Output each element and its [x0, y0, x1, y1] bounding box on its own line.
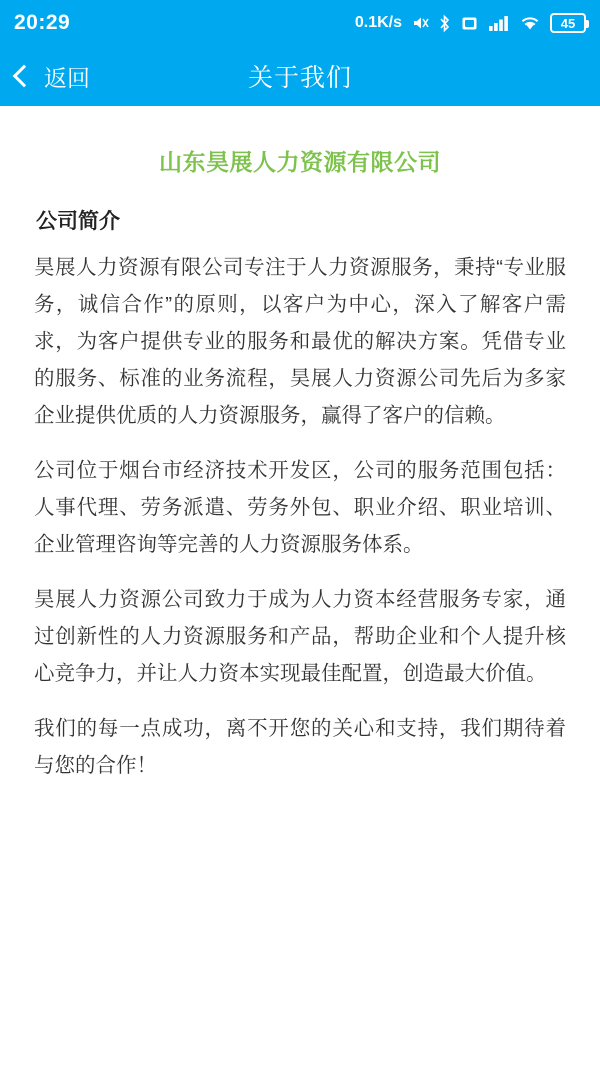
battery-indicator: 45	[550, 13, 586, 33]
section-heading-company-intro: 公司简介	[36, 210, 120, 233]
mission-paragraph: 昊展人力资源公司致力于成为人力资本经营服务专家，通过创新性的人力资源服务和产品，帮助企业和个人提升核心竞争力，并让人力资本实现最佳配置，创造最大价值。	[34, 588, 566, 685]
title-bar	[0, 46, 600, 106]
location-paragraph: 公司位于烟台市经济技术开发区，公司的服务范围包括：人事代理、劳务派遣、劳务外包、职业介绍、职业培训、企业管理咨询等完善的人力资源服务体系。	[34, 459, 566, 556]
about-us-content	[0, 106, 600, 1053]
status-bar	[0, 0, 600, 46]
footer-strip	[0, 1053, 600, 1067]
status-time: 20:29	[14, 11, 71, 34]
bluetooth-icon	[438, 14, 451, 33]
chevron-left-icon	[13, 65, 36, 88]
signal-icon	[488, 14, 510, 32]
closing-paragraph: 我们的每一点成功，离不开您的关心和支持，我们期待着与您的合作！	[34, 717, 566, 777]
alarm-icon	[460, 14, 479, 33]
page-title: 关于我们	[247, 64, 352, 92]
back-button-label: 返回	[44, 64, 90, 91]
mute-icon	[411, 14, 429, 32]
back-button[interactable]	[0, 60, 90, 93]
intro-paragraph: 昊展人力资源有限公司专注于人力资源服务，秉持“专业服务，诚信合作”的原则，以客户为中心，深入了解客户需求，为客户提供专业的服务和最优的解决方案。凭借专业的服务、标准的业务流程，昊展人力资源公司先后为多家企业提供优质的人力资源服务，赢得了客户的信赖。	[34, 256, 566, 427]
wifi-icon	[519, 14, 541, 32]
company-name: 山东昊展人力资源有限公司	[159, 149, 441, 175]
network-speed-label: 0.1K/s	[354, 14, 402, 31]
status-icons	[355, 13, 586, 33]
